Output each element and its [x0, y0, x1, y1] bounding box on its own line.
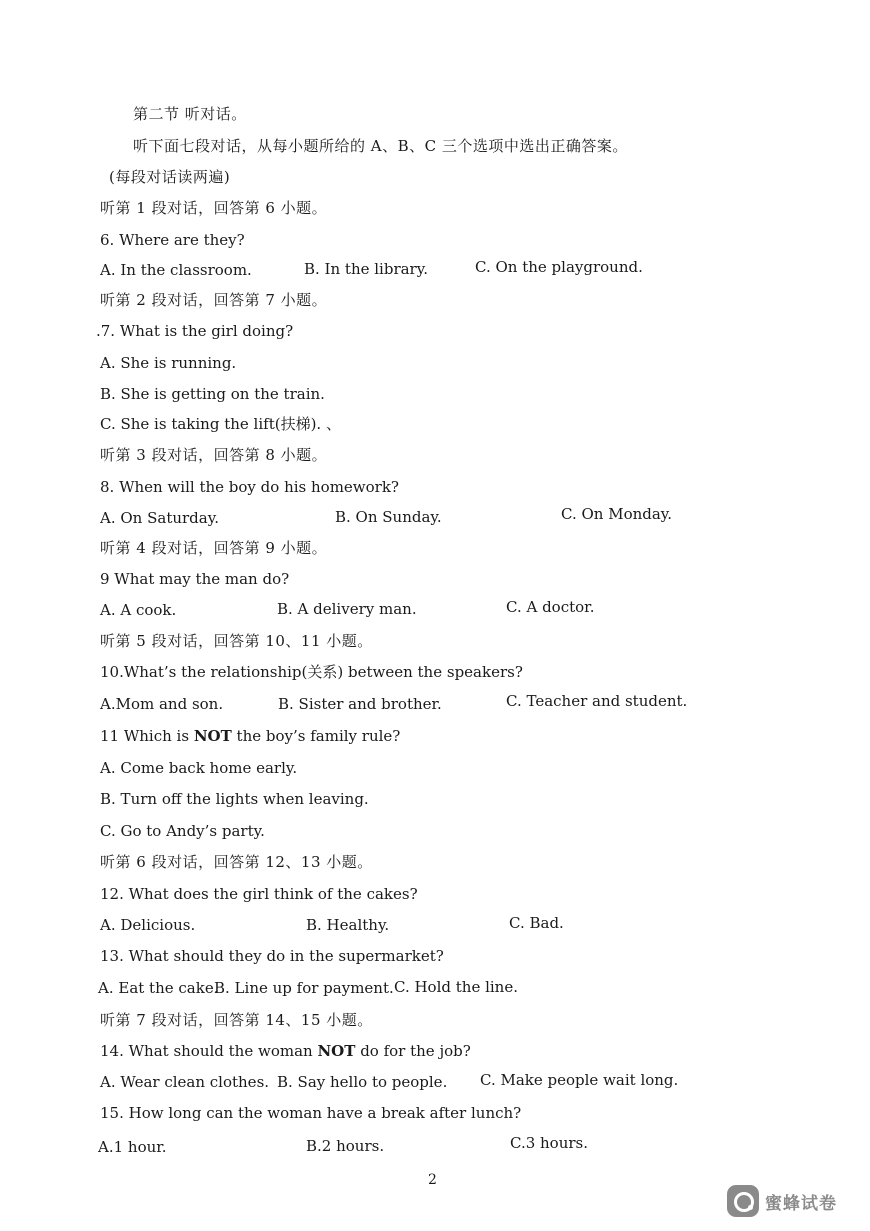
option-b: B. On Sunday.	[335, 508, 442, 526]
option-a: A.Mom and son.	[100, 695, 224, 713]
option-b: B. A delivery man.	[277, 600, 417, 618]
option-a: A. In the classroom.	[100, 261, 252, 279]
dialog-prompt: 听第 3 段对话，回答第 8 小题。	[100, 446, 328, 464]
watermark-logo-icon	[727, 1185, 759, 1217]
question-stem: 8. When will the boy do his homework?	[100, 478, 399, 496]
option-a: A. She is running.	[100, 354, 237, 372]
option-b: B. Line up for payment.	[214, 979, 394, 997]
option-a: A. On Saturday.	[100, 509, 219, 527]
option-b: B. She is getting on the train.	[100, 385, 325, 403]
option-c: C. Teacher and student.	[506, 692, 688, 710]
option-b: B. Say hello to people.	[277, 1073, 448, 1091]
question-stem: 12. What does the girl think of the cakes?	[100, 885, 418, 903]
question-stem: 14. What should the woman NOT do for the job?	[100, 1042, 471, 1060]
section-note: (每段对话读两遍)	[109, 168, 231, 186]
option-b: B.2 hours.	[306, 1137, 385, 1155]
section-title: 第二节 听对话。	[133, 105, 247, 123]
dialog-prompt: 听第 4 段对话，回答第 9 小题。	[100, 539, 328, 557]
dialog-prompt: 听第 1 段对话，回答第 6 小题。	[100, 199, 328, 217]
option-c: C. She is taking the lift(扶梯). 、	[100, 415, 341, 433]
option-c: C. Go to Andy’s party.	[100, 822, 265, 840]
option-b: B. Sister and brother.	[278, 695, 442, 713]
option-a: A.1 hour.	[98, 1138, 167, 1156]
option-a: A. Delicious.	[100, 916, 196, 934]
question-stem: 11 Which is NOT the boy’s family rule?	[100, 727, 401, 745]
option-c: C. Bad.	[509, 914, 564, 932]
question-stem: 9 What may the man do?	[100, 570, 290, 588]
option-c: C. Make people wait long.	[480, 1071, 679, 1089]
option-a: A. A cook.	[100, 601, 177, 619]
dialog-prompt: 听第 2 段对话，回答第 7 小题。	[100, 291, 328, 309]
option-c: C.3 hours.	[510, 1134, 589, 1152]
option-a: A. Wear clean clothes.	[100, 1073, 270, 1091]
question-stem: 6. Where are they?	[100, 231, 245, 249]
question-stem: 10.What’s the relationship(关系) between the speakers?	[100, 663, 523, 681]
question-stem: 15. How long can the woman have a break after lunch?	[100, 1104, 522, 1122]
option-a: A. Come back home early.	[100, 759, 298, 777]
section-instruction: 听下面七段对话，从每小题所给的 A、B、C 三个选项中选出正确答案。	[133, 137, 628, 155]
page-number: 2	[428, 1172, 437, 1188]
option-b: B. In the library.	[304, 260, 428, 278]
watermark	[727, 1183, 857, 1219]
option-c: C. A doctor.	[506, 598, 595, 616]
question-stem: .7. What is the girl doing?	[96, 322, 294, 340]
option-b: B. Healthy.	[306, 916, 390, 934]
dialog-prompt: 听第 7 段对话，回答第 14、15 小题。	[100, 1011, 373, 1029]
watermark-text: 蜜蜂试卷	[765, 1193, 837, 1214]
option-a: A. Eat the cake.	[98, 979, 219, 997]
option-c: C. Hold the line.	[394, 978, 518, 996]
option-c: C. On Monday.	[561, 505, 673, 523]
dialog-prompt: 听第 6 段对话，回答第 12、13 小题。	[100, 853, 373, 871]
dialog-prompt: 听第 5 段对话，回答第 10、11 小题。	[100, 632, 373, 650]
option-c: C. On the playground.	[475, 258, 643, 276]
option-b: B. Turn off the lights when leaving.	[100, 790, 369, 808]
question-stem: 13. What should they do in the supermarket?	[100, 947, 444, 965]
